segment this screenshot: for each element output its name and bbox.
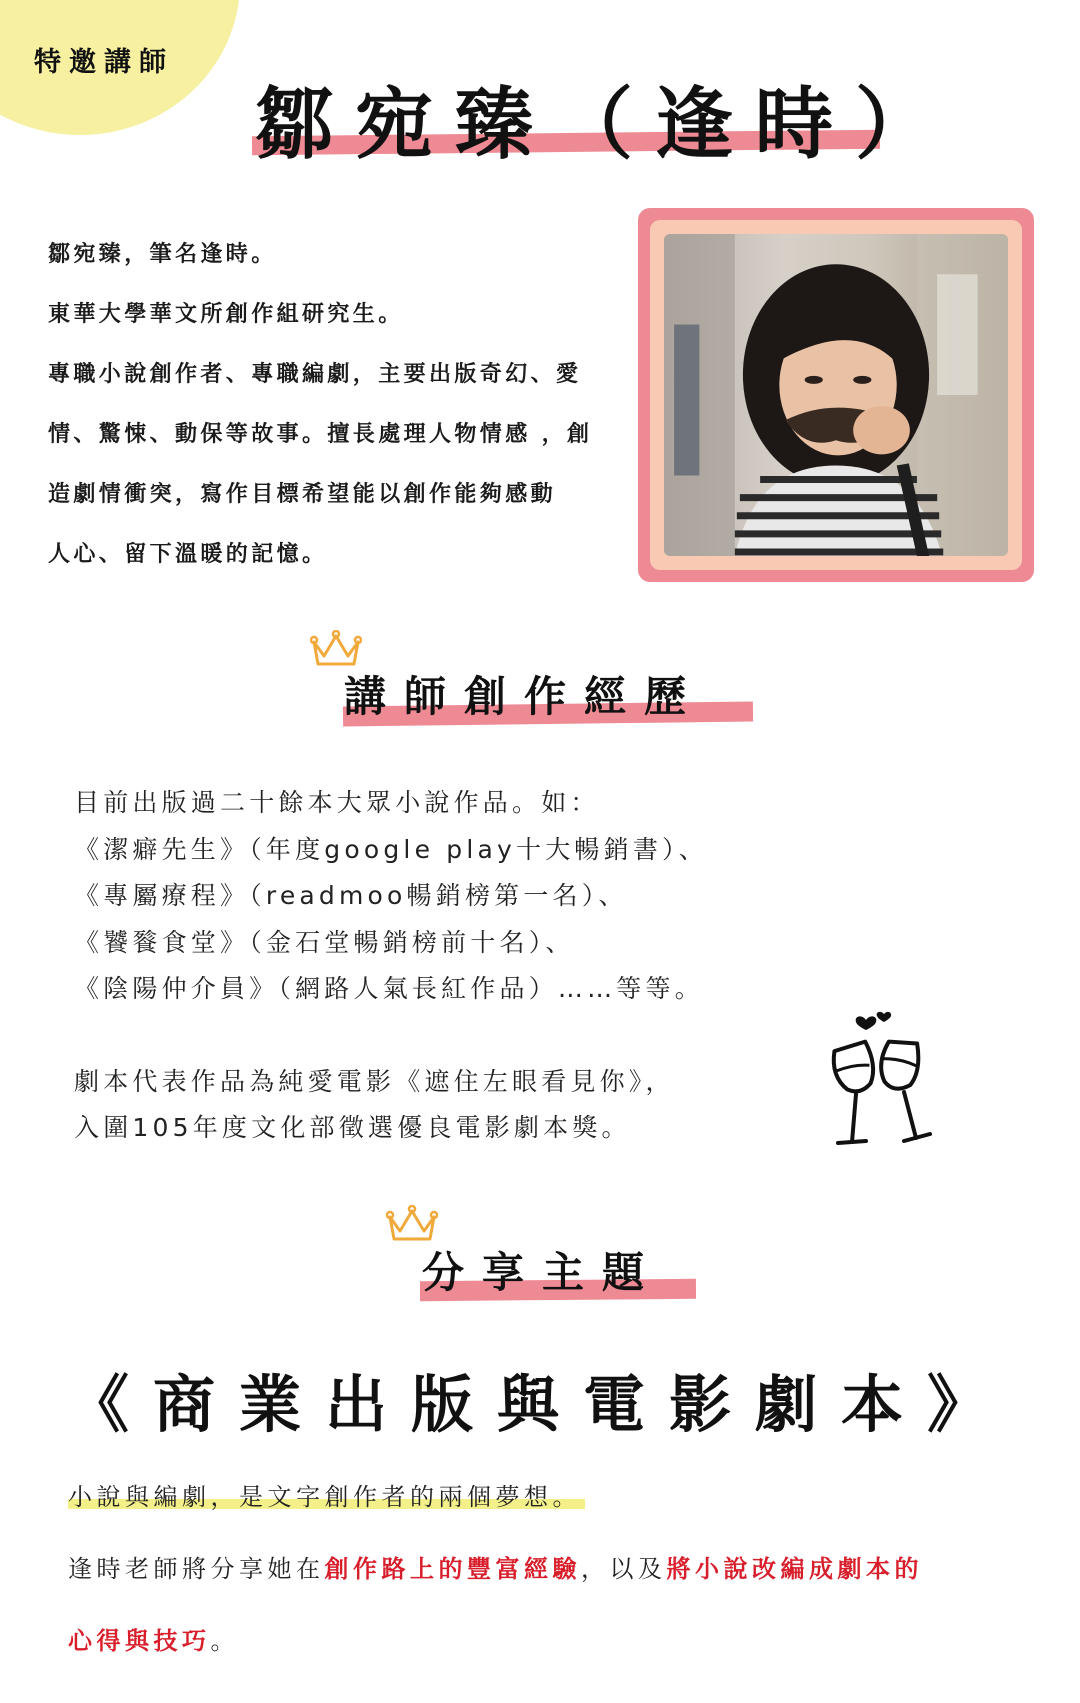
emphasis-text: 心得與技巧 — [68, 1627, 211, 1655]
bio-line: 人心、留下溫暖的記憶。 — [48, 542, 328, 567]
screenplay-line: 劇本代表作品為純愛電影《遮住左眼看見你》， — [74, 1066, 675, 1096]
emphasis-text: 將小說改編成劇本的 — [666, 1555, 923, 1583]
speaker-photo-frame — [638, 208, 1034, 582]
spacer — [74, 1013, 794, 1059]
photo-frame-inner — [650, 220, 1022, 570]
description-text: 。 — [210, 1627, 239, 1655]
heart-icon — [877, 1012, 892, 1022]
speaker-photo — [664, 234, 1008, 556]
description-line — [68, 1468, 1028, 1540]
badge-label: 特邀講師 — [34, 47, 174, 78]
bio-line: 鄒宛臻，筆名逢時。 — [48, 242, 277, 267]
crown-icon — [386, 1205, 438, 1245]
experience-line: 《陰陽仲介員》（網路人氣長紅作品）……等等。 — [74, 974, 704, 1003]
description-line — [68, 1612, 1028, 1684]
speaker-bio — [48, 225, 608, 585]
bio-line: 東華大學華文所創作組研究生。 — [48, 302, 404, 327]
speaker-name: 鄒宛臻（逢時） — [255, 79, 956, 170]
talk-topic: 《商業出版與電影劇本》 — [66, 1368, 1013, 1441]
experience-line: 《饕餮食堂》（金石堂暢銷榜前十名）、 — [74, 927, 575, 957]
talk-description — [68, 1468, 1028, 1684]
toast-glasses-icon — [826, 1010, 946, 1160]
experience-title: 講師創作經歷 — [344, 672, 705, 721]
highlighted-text: 小說與編劇，是文字創作者的兩個夢想。 — [68, 1483, 585, 1511]
experience-line: 《潔癖先生》（年度google play十大暢銷書）、 — [74, 834, 708, 864]
experience-line: 目前出版過二十餘本大眾小說作品。如： — [74, 788, 600, 817]
experience-content — [74, 780, 794, 1152]
topic-section-title: 分享主題 — [422, 1248, 663, 1297]
experience-line: 《專屬療程》（readmoo暢銷榜第一名）、 — [74, 881, 628, 910]
heart-icon — [856, 1016, 877, 1030]
description-text: 逢時老師將分享她在 — [68, 1555, 325, 1583]
emphasis-text: 創作路上的豐富經驗 — [324, 1555, 581, 1583]
bio-line: 造劇情衝突，寫作目標希望能以創作能夠感動 — [48, 482, 557, 507]
screenplay-line: 入圍105年度文化部徵選優良電影劇本獎。 — [74, 1113, 631, 1142]
description-line — [68, 1540, 1028, 1612]
bio-line: 專職小說創作者、專職編劇，主要出版奇幻、愛 — [48, 362, 582, 387]
description-text: ，以及 — [581, 1555, 667, 1583]
bio-line: 情、驚悚、動保等故事。擅長處理人物情感 ，創 — [48, 422, 593, 447]
